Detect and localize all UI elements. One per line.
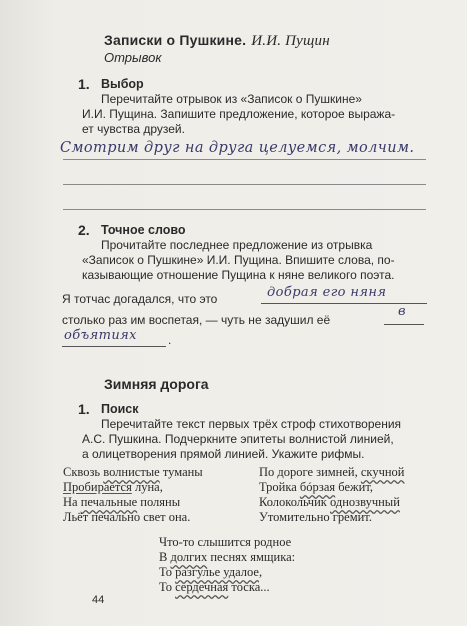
task3-text-line: Перечитайте текст первых трёх строф стихотворения bbox=[101, 417, 402, 431]
task2-answer2a-handwritten: в bbox=[398, 304, 406, 319]
task2-text bbox=[101, 238, 439, 253]
answer-field-3 bbox=[62, 328, 166, 347]
task2-answer1-handwritten: добрая его няня bbox=[267, 285, 387, 300]
personification-underlined: Пробирается bbox=[63, 480, 132, 494]
title-text: Записки о Пушкине. bbox=[104, 32, 247, 48]
task1-heading: Выбор bbox=[101, 77, 144, 91]
task2-sentence-line1 bbox=[62, 292, 217, 306]
answer-field-2 bbox=[384, 306, 424, 325]
task2-text-cont bbox=[82, 253, 439, 283]
poem-text: На bbox=[63, 495, 81, 509]
answer-field-1 bbox=[261, 285, 427, 304]
page-title bbox=[104, 32, 330, 50]
answer-line bbox=[63, 159, 426, 160]
poem-line bbox=[63, 510, 203, 525]
epithet-underlined: сердечная bbox=[175, 580, 229, 594]
epithet-underlined: разгулье удалое bbox=[175, 565, 259, 579]
poem-text: По дороге зимней, bbox=[259, 465, 361, 479]
poem-text: бежит, bbox=[335, 480, 373, 494]
task1-text-line: Перечитайте отрывок из «Записок о Пушкине» bbox=[101, 92, 362, 106]
task2-text-line: «Записок о Пушкине» И.И. Пущина. Впишите слова, по- bbox=[82, 253, 395, 267]
task3-text bbox=[101, 417, 439, 432]
task3-text-line: А.С. Пушкина. Подчеркните эпитеты волнистой линией, bbox=[82, 432, 394, 446]
sentence-text: Я тотчас догадался, что это bbox=[62, 292, 218, 306]
poem-text: Льёт печально свет она. bbox=[63, 510, 191, 524]
sentence-end: . bbox=[168, 333, 172, 347]
epithet-underlined: долгих bbox=[170, 550, 208, 564]
poem-line bbox=[259, 510, 405, 525]
poem-text: В bbox=[159, 550, 171, 564]
poem-line bbox=[63, 480, 203, 495]
poem-line bbox=[159, 535, 295, 550]
poem-text: песнях ямщика: bbox=[207, 550, 296, 564]
poem-text: Колокольчик bbox=[259, 495, 330, 509]
poem-text: туманы bbox=[159, 465, 203, 479]
task2-sentence-line2 bbox=[62, 313, 330, 327]
task1-text-line: ет чувства друзей. bbox=[82, 122, 185, 137]
epithet-underlined: бóрзая bbox=[299, 480, 336, 494]
poem-line bbox=[63, 465, 203, 480]
task3-heading: Поиск bbox=[101, 402, 139, 416]
task1-text-cont bbox=[82, 107, 439, 137]
task3-text-line: а олицетворения прямой линией. Укажите рифмы. bbox=[82, 447, 365, 462]
poem-text: Сквозь bbox=[63, 465, 104, 479]
poem-text: тоска... bbox=[228, 580, 270, 594]
poem-text: луна, bbox=[131, 480, 163, 494]
poem-line bbox=[259, 480, 405, 495]
poem-line bbox=[63, 495, 203, 510]
epithet-underlined: волнистые bbox=[103, 465, 160, 479]
poem-text: Что-то слышится родное bbox=[159, 535, 292, 549]
poem-stanza-1 bbox=[63, 465, 203, 525]
page-subtitle: Отрывок bbox=[104, 50, 162, 65]
poem-stanza-3 bbox=[159, 535, 295, 595]
poem-stanza-2 bbox=[259, 465, 405, 525]
task3-number: 1. bbox=[78, 401, 90, 417]
poem-line bbox=[259, 495, 405, 510]
task1-text bbox=[101, 92, 439, 107]
poem-text: Утомительно гремит. bbox=[259, 510, 372, 524]
task3-text-cont bbox=[82, 432, 439, 462]
page-number: 44 bbox=[92, 594, 105, 606]
poem-text: , bbox=[258, 565, 263, 579]
task1-number: 1. bbox=[78, 76, 90, 92]
sentence-text: столько раз им воспетая, — чуть не задушил её bbox=[62, 313, 331, 327]
task2-heading: Точное слово bbox=[101, 223, 186, 237]
poem-line bbox=[159, 565, 295, 580]
epithet-underlined: печальные bbox=[80, 495, 138, 509]
answer-line bbox=[63, 184, 426, 185]
answer-line bbox=[63, 209, 426, 210]
task1-answer-handwritten: Смотрим друг на друга целуемся, молчим. bbox=[60, 140, 415, 156]
poem-line bbox=[159, 550, 295, 565]
task1-text-line: И.И. Пущина. Запишите предложение, которое выража- bbox=[82, 107, 396, 121]
section-title: Зимняя дорога bbox=[104, 376, 209, 392]
poem-text: То bbox=[159, 580, 176, 594]
poem-text: То bbox=[159, 565, 176, 579]
author-name: И.И. Пущин bbox=[251, 33, 330, 49]
task2-number: 2. bbox=[78, 222, 90, 238]
epithet-underlined: скучной bbox=[360, 465, 405, 479]
epithet-underlined: однозвучный bbox=[329, 495, 400, 509]
poem-text: Тройка bbox=[259, 480, 300, 494]
task2-text-line: казывающие отношение Пущина к няне великого поэта. bbox=[82, 268, 395, 283]
poem-line bbox=[259, 465, 405, 480]
poem-text: поляны bbox=[137, 495, 181, 509]
task2-answer2b-handwritten: объятиях bbox=[64, 328, 137, 343]
task2-text-line: Прочитайте последнее предложение из отрывка bbox=[101, 238, 373, 252]
poem-line bbox=[159, 580, 295, 595]
